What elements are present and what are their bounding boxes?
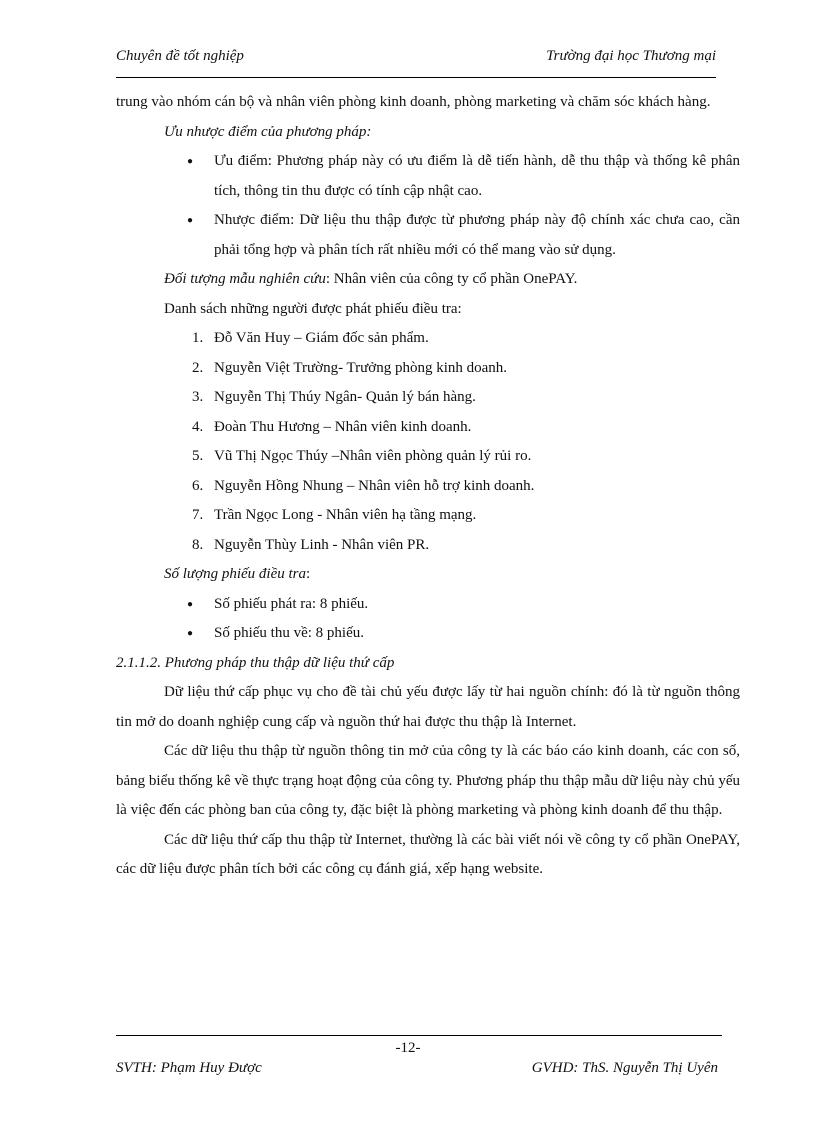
intro-paragraph: trung vào nhóm cán bộ và nhân viên phòng kinh doanh, phòng marketing và chăm sóc khách hàng.: [116, 94, 711, 110]
list-number: 4.: [192, 418, 204, 435]
people-list: [116, 324, 740, 560]
list-number: 2.: [192, 359, 204, 376]
body-paragraph: Các dữ liệu thứ cấp thu thập từ Internet, thường là các bài viết nói về công ty cổ phần OnePAY, các dữ liệu được phân tích bởi các công cụ đánh giá, xếp hạng website.: [116, 831, 740, 877]
footer-left-text: SVTH: Phạm Huy Được: [116, 1060, 262, 1076]
list-item: [116, 501, 740, 531]
count-heading-line: [164, 560, 740, 590]
count-colon: :: [306, 566, 311, 582]
list-item-text: Vũ Thị Ngọc Thúy –Nhân viên phòng quản lý rủi ro.: [214, 448, 532, 464]
list-number: 1.: [192, 330, 204, 346]
subject-text: : Nhân viên của công ty cổ phần OnePAY.: [325, 271, 578, 287]
footer-divider-left: [116, 1035, 286, 1036]
header-left-text: Chuyên đề tốt nghiệp: [116, 48, 244, 64]
list-item: [116, 531, 740, 561]
pros-cons-list: [116, 147, 740, 265]
body-paragraph: Dữ liệu thứ cấp phục vụ cho đề tài chủ yếu được lấy từ hai nguồn chính: đó là từ nguồn thông tin mở do doanh nghiệp cung cấp và nguồn thứ hai được thu thập là Internet.: [116, 684, 740, 730]
header-divider: [116, 77, 716, 78]
list-number: 3.: [192, 389, 204, 405]
subject-label: Đối tượng mẫu nghiên cứu: [164, 271, 326, 287]
list-item-text: Trần Ngọc Long - Nhân viên hạ tầng mạng.: [214, 507, 477, 523]
list-number: 6.: [192, 477, 204, 494]
list-item: ● Nhược điểm: Dữ liệu thu thập được từ phương pháp này độ chính xác chưa cao, cần phải tổng hợp và phân tích rất nhiều mới có thể mang vào sử dụng.: [116, 206, 740, 265]
list-item: [116, 442, 740, 472]
footer-divider-right: [286, 1035, 722, 1036]
pros-cons-heading: Ưu nhược điểm của phương pháp:: [164, 123, 372, 140]
page-number: -12-: [395, 1040, 421, 1056]
body-paragraph: Các dữ liệu thu thập từ nguồn thông tin mở của công ty là các báo cáo kinh doanh, các con số, bảng biểu thống kê về thực trạng hoạt động của công ty. Phương pháp thu thập mẫu dữ liệu này chủ yếu là việc đến các phòng ban của công ty, đặc biệt là phòng marketing và phòng kinh doanh để thu thập.: [116, 743, 740, 818]
header-right-text: Trường đại học Thương mại: [546, 48, 716, 64]
footer-right-text: GVHD: ThS. Nguyễn Thị Uyên: [531, 1060, 718, 1076]
list-item: [116, 413, 740, 443]
list-item: [116, 472, 740, 502]
list-item: [116, 354, 740, 384]
section-title: 2.1.1.2. Phương pháp thu thập dữ liệu thứ cấp: [116, 654, 395, 671]
list-item-text: Nguyễn Thị Thúy Ngân- Quản lý bán hàng.: [214, 389, 476, 405]
list-item: ● Số phiếu phát ra: 8 phiếu.: [116, 590, 740, 620]
count-heading: Số lượng phiếu điều tra: [164, 566, 307, 582]
list-item: ● Ưu điểm: Phương pháp này có ưu điểm là dễ tiến hành, dễ thu thập và thống kê phân tích, thông tin thu được có tính cập nhật cao.: [116, 147, 740, 206]
page-body: [116, 88, 740, 885]
list-item-text: Đoàn Thu Hương – Nhân viên kinh doanh.: [214, 418, 472, 435]
list-item: ● Số phiếu thu về: 8 phiếu.: [116, 619, 740, 649]
list-intro: Danh sách những người được phát phiếu điều tra:: [164, 300, 462, 317]
list-number: 5.: [192, 448, 204, 464]
list-item-text: Đỗ Văn Huy – Giám đốc sản phẩm.: [214, 330, 429, 346]
list-item: [116, 324, 740, 354]
page-header: [116, 48, 716, 72]
list-item-text: Nguyễn Hồng Nhung – Nhân viên hỗ trợ kinh doanh.: [214, 477, 535, 494]
subject-line: [164, 265, 740, 295]
list-item-text: Nguyễn Thùy Linh - Nhân viên PR.: [214, 536, 430, 553]
list-number: 7.: [192, 507, 204, 523]
list-item-text: Nguyễn Việt Trường- Trưởng phòng kinh doanh.: [214, 359, 508, 376]
list-number: 8.: [192, 536, 204, 553]
list-item: [116, 383, 740, 413]
count-list: [116, 590, 740, 649]
